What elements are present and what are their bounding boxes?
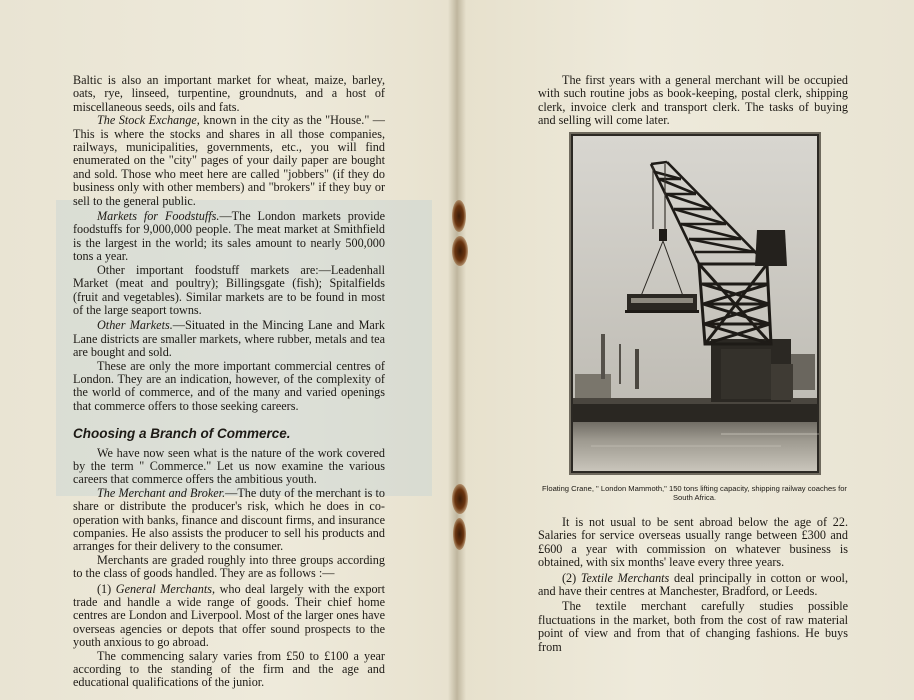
burn-mark-2	[452, 236, 468, 266]
paragraph: It is not usual to be sent abroad below the age of 22. Salaries for service overseas usually range between £300 and £600 a year with commission on whatever business is obtained, with six months' leave every three years.	[538, 515, 848, 570]
paragraph	[73, 319, 385, 359]
paragraph: The first years with a general merchant will be occupied with such routine jobs as book-keeping, postal clerk, shipping clerk, invoice clerk and transport clerk. The tasks of buying and selling will come later.	[538, 73, 848, 128]
paragraph	[73, 210, 385, 264]
burn-mark-1	[452, 200, 466, 232]
paragraph-text: —Situated in the Mincing Lane and Mark Lane districts are smaller markets, where rubber, metals and tea are bought and sold.	[73, 318, 385, 360]
section-heading: Choosing a Branch of Commerce.	[73, 426, 291, 442]
paragraph-text: known in the city as the "House." —This is where the stocks and shares in all those companies, railways, municipalities, governments, etc., you will find enumerated on the "city" pages of your daily paper are bought and sold. Those who meet here are called "jobbers" (if they do business only with other members) and "brokers" if they buy or sell to the general public.	[73, 113, 385, 208]
left-page	[73, 74, 385, 690]
crane-photograph	[569, 132, 821, 475]
paragraph-text: —The duty of the merchant is to share or distribute the producer's risk, which he does in co-operation with banks, finance and discount firms, and insurance companies. He also assists the producer to sell his products and arranges for their delivery to the consumer.	[73, 485, 386, 554]
list-number: (1)	[97, 581, 116, 596]
paragraph	[538, 572, 848, 599]
burn-mark-3	[452, 484, 468, 514]
list-number: (2)	[562, 570, 581, 585]
paragraph	[73, 487, 385, 554]
paragraph-title: Other Markets.	[97, 318, 173, 333]
paragraph-text: deal principally in cotton or wool, and have their centres at Manchester, Bradford, or Leeds.	[538, 570, 848, 599]
paragraph-title: Markets for Foodstuffs.	[97, 209, 220, 224]
paragraph: We have now seen what is the nature of the work covered by the term " Commerce." Let us now examine the various careers that commerce offers the ambitious youth.	[73, 445, 385, 487]
paragraph	[73, 114, 385, 208]
paragraph-title: The Merchant and Broker.	[97, 485, 226, 500]
right-page	[538, 74, 848, 128]
paragraph	[73, 583, 385, 650]
paragraph-text: —The London markets provide foodstuffs for 9,000,000 people. The meat market at Smithfield is the largest in the world; its sales amount to nearly 500,000 tons a year.	[73, 209, 386, 264]
paragraph-text: who deal largely with the export trade and handle a wide range of goods. Their chief home centres are London and Liverpool. Most of the larger ones have overseas agencies or depots that offer sound prospects to the youth anxious to go abroad.	[73, 581, 385, 650]
photo-caption: Floating Crane, " London Mammoth," 150 tons lifting capacity, shipping railway coaches for South Africa.	[542, 484, 847, 502]
right-page-lower	[538, 516, 848, 654]
paragraph-title: General Merchants,	[115, 581, 216, 596]
burn-mark-4	[453, 518, 466, 550]
paragraph: These are only the more important commercial centres of London. They are an indication, however, of the complexity of the world of commerce, and of the many and varied openings that commerce offers to those seeking careers.	[73, 358, 385, 413]
paragraph-title: Textile Merchants	[580, 570, 670, 585]
paragraph: The commencing salary varies from £50 to £100 a year according to the standing of the firm and the age and educational qualifications of the junior.	[73, 648, 385, 690]
paragraph: Baltic is also an important market for wheat, maize, barley, oats, rye, linseed, turpentine, groundnuts, and a host of miscellaneous seeds, oils and fats.	[73, 73, 385, 114]
paragraph: Other important foodstuff markets are:—Leadenhall Market (meat and poultry); Billingsgate (fish); Spitalfields (fruit and vegetables). Similar markets are to be found in most of the large seaport towns.	[73, 262, 385, 317]
crane-photo-illustration	[571, 134, 819, 473]
paragraph: The textile merchant carefully studies possible fluctuations in the market, both from the cost of raw material point of view and from that of changing fashions. He buys from	[538, 599, 848, 654]
paragraph: Merchants are graded roughly into three groups according to the class of goods handled. They are as follows :—	[73, 552, 385, 581]
paragraph-title: The Stock Exchange,	[97, 113, 200, 128]
